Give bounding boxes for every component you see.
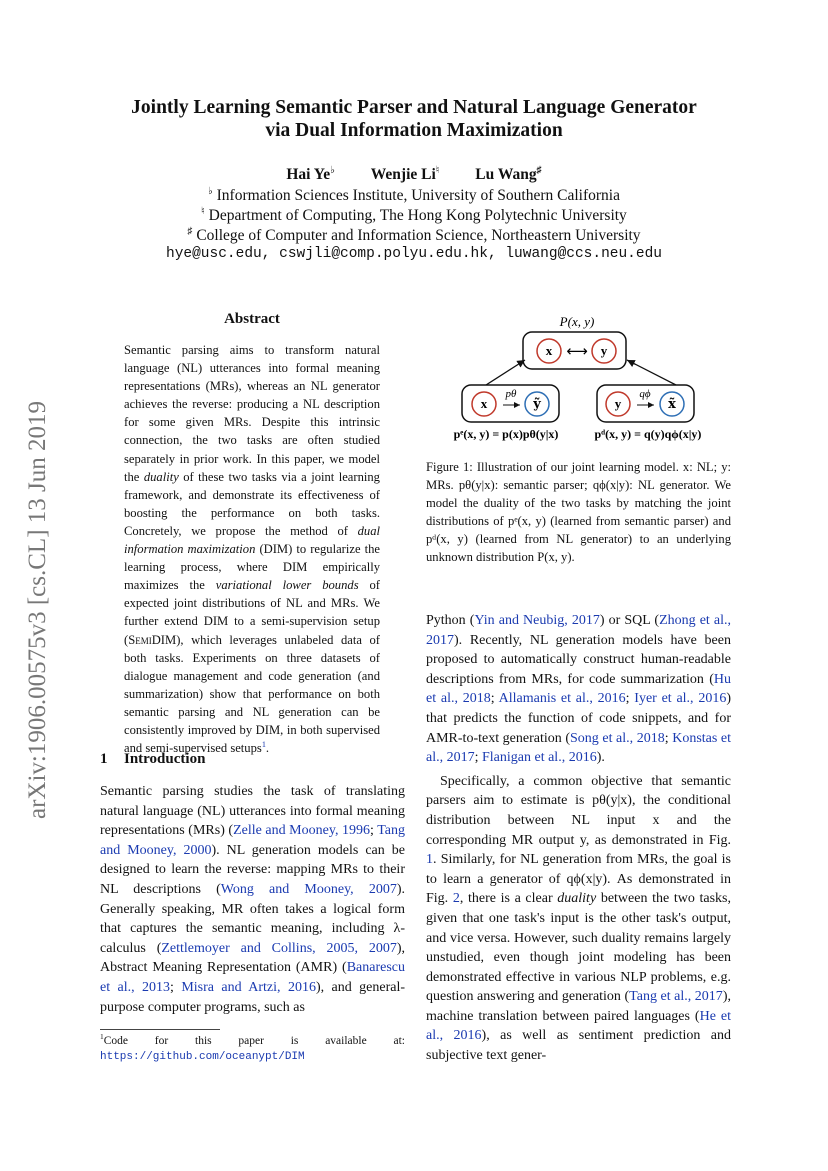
node-x-top: x — [545, 343, 553, 358]
citation-link[interactable]: Wong and Mooney, 2007 — [220, 881, 397, 897]
title-line-2: via Dual Information Maximization — [265, 120, 563, 141]
author: Hai Ye♭ — [286, 164, 335, 183]
double-arrow: ⟷ — [566, 342, 588, 360]
citation-link[interactable]: Zelle and Mooney, 1996 — [233, 823, 370, 839]
figure-top-label: P(x, y) — [559, 314, 595, 329]
citation-link[interactable]: Song et al., 2018 — [570, 730, 665, 746]
citation-link[interactable]: Tang et al., 2017 — [629, 989, 723, 1005]
title-line-1: Jointly Learning Semantic Parser and Natural Language Generator — [131, 97, 697, 118]
author: Wenjie Li♮ — [370, 164, 440, 183]
intro-left-column: Semantic parsing studies the task of translating natural language (NL) utterances into formal meaning representations (MRs) (Zelle and Mooney, 1996; Tang and Mooney, 2000). NL generation models can be designed to learn the reverse: mapping MRs to their NL descriptions (Wong and Mooney, 2007). Generally speaking, MR often takes a logical form that captures the semantic meaning, including λ-calculus (Zettlemoyer and Collins, 2005, 2007), Abstract Meaning Representation (AMR) (Banarescu et al., 2013; Misra and Artzi, 2016), and general-purpose computer programs, such as — [100, 784, 406, 1015]
citation-link[interactable]: Yin and Neubig, 2017 — [474, 613, 600, 628]
parser-joint-eq: pᵉ(x, y) = p(x)pθ(y|x) — [453, 427, 559, 441]
affiliation: ♮ Department of Computing, The Hong Kong Polytechnic University — [201, 205, 627, 224]
section-heading-introduction: 1 Introduction — [100, 751, 206, 767]
generator-joint-eq: pᵈ(x, y) = q(y)qϕ(x|y) — [594, 427, 702, 441]
footnote-ref[interactable]: 1 — [261, 739, 266, 749]
abstract-heading: Abstract — [224, 311, 280, 327]
paper-title — [60, 96, 768, 142]
affiliation: ♯ College of Computer and Information Science, Northeastern University — [187, 225, 641, 244]
citation-link[interactable]: Hu et al., 2018 — [426, 671, 731, 707]
arxiv-id: arXiv:1906.00575v3 [cs.CL] 13 Jun 2019 — [24, 400, 51, 820]
paragraph: Python (Yin and Neubig, 2017) or SQL (Zhong et al., 2017). Recently, NL generation models have been proposed to automatically construct human-readable descriptions from MRs, for code summarization (Hu et al., 2018; Allamanis et al., 2016; Iyer et al., 2016) that predicts the function of code snippets, and for AMR-to-text generation (Song et al., 2018; Konstas et al., 2017; Flanigan et al., 2016). — [426, 613, 732, 766]
figure-ref-link[interactable]: 1 — [426, 852, 433, 868]
paragraph: Specifically, a common objective that semantic parsers aim to estimate is pθ(y|x), the conditional distribution between NL input x and the corresponding MR output y, as demonstrated in Fig. 1. Similarly, for NL generation from MRs, the goal is to learn a generator of qϕ(x|y). As demonstrated in Fig. 2, there is a clear duality between the two tasks, given that one task's input is the other task's output, and vice versa. However, such duality remains largely unstudied, even though joint modeling has been demonstrated effective in various NLP problems, e.g. question answering and generation (Tang et al., 2017), machine translation between paired languages (He et al., 2016), as well as sentiment prediction and subjective text gener- — [426, 773, 732, 1064]
citation-link[interactable]: Zhong et al., 2017 — [426, 613, 732, 648]
citation-link[interactable]: Misra and Artzi, 2016 — [181, 979, 316, 995]
figure-1-diagram — [426, 305, 726, 450]
citation-link[interactable]: Tang and Mooney, 2000 — [100, 823, 405, 858]
affiliation: ♭ Information Sciences Institute, University of Southern California — [208, 185, 620, 204]
citation-link[interactable]: Banarescu et al., 2013 — [100, 960, 405, 995]
citation-link[interactable]: Iyer et al., 2016 — [634, 691, 727, 707]
citation-link[interactable]: Zettlemoyer and Collins, 2005, 2007 — [161, 940, 397, 956]
node-y-tilde: ỹ — [533, 397, 541, 412]
citation-link[interactable]: Allamanis et al., 2016 — [498, 691, 626, 707]
node-x-left: x — [480, 396, 488, 411]
author-emails: hye@usc.edu, cswjli@comp.polyu.edu.hk, luwang@ccs.neu.edu — [166, 246, 662, 262]
author-list — [60, 166, 768, 184]
node-x-tilde: x̃ — [668, 397, 676, 412]
node-y-right: y — [614, 396, 622, 411]
citation-link[interactable]: Konstas et al., 2017 — [426, 730, 732, 766]
arxiv-watermark — [18, 370, 58, 850]
footnote: $^1$Code for this paper is available at: https://github.com/oceanypt/DIM — [100, 1032, 405, 1063]
figure-ref-link[interactable]: 2 — [452, 891, 460, 907]
code-url-link[interactable]: https://github.com/oceanypt/DIM — [100, 1051, 305, 1063]
footnote-rule — [100, 1029, 220, 1030]
generator-param: qϕ — [639, 388, 651, 400]
parser-param: pθ — [505, 388, 517, 400]
citation-link[interactable]: Flanigan et al., 2016 — [482, 750, 597, 766]
affiliations — [60, 186, 768, 246]
citation-link[interactable]: He et al., 2016 — [426, 1008, 732, 1044]
intro-right-column — [426, 611, 731, 1066]
author: Lu Wang♯ — [475, 164, 542, 183]
figure-1-caption: Figure 1: Illustration of our joint learning model. x: NL; y: MRs. pθ(y|x): semantic parser; qϕ(x|y): NL generator. We model the duality of the two tasks by matching the joint distributions of pᵉ(x, y) (learned from semantic parser) and pᵈ(x, y) (learned from NL generator) to an underlying unknown distribution P(x, y). — [426, 460, 731, 565]
abstract-body: Semantic parsing aims to transform natural language (NL) utterances into formal meaning representations (MRs), whereas an NL generator achieves the reverse: producing a NL description for some given MRs. Despite this intrinsic connection, the two tasks are often studied separately in prior work. In this paper, we model the duality of these two tasks via a joint learning framework, and demonstrate its effectiveness of boosting the performance on both tasks. Concretely, we propose the method of dual information maximization (DIM) to regularize the learning process, where DIM empirically maximizes the variational lower bounds of expected joint distributions of NL and MRs. We further extend DIM to a semi-supervision setup (SemiDIM), which leverages unlabeled data of both tasks. Experiments on three datasets of dialogue management and code generation (and summarization) show that performance on both semantic parsing and NL generation can be consistently improved by DIM, in both supervised and semi-supervised setups$^1$. — [124, 343, 381, 756]
node-y-top: y — [600, 343, 608, 358]
